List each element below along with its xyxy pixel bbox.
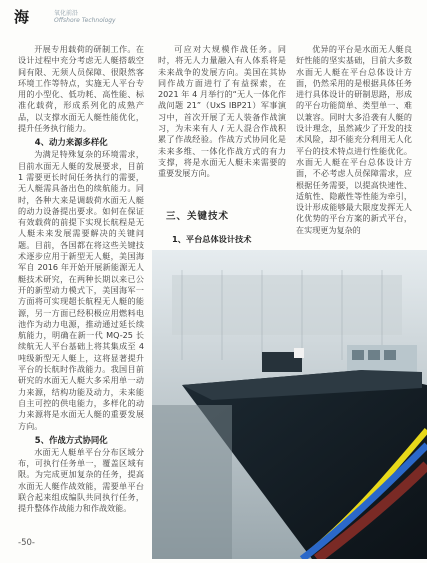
- subsection-title: 1、平台总体设计技术: [172, 234, 252, 244]
- text-column-left: [18, 44, 144, 515]
- section-title: 三、关键技术: [166, 211, 230, 222]
- magazine-logo: 海: [14, 8, 31, 26]
- text-column-middle: [158, 44, 286, 180]
- subheading-power: 4、动力来源多样化: [34, 137, 108, 148]
- page-number: -50-: [18, 538, 35, 548]
- paragraph: 优异的平台是水面无人艇良好性能的坚实基础，目前大多数水面无人艇在平台总体设计方面，仍然采用的是根据具体任务进行具体设计的研制思路，形成的平台功能简单、类型单一、难以兼容。同时大多沿袭有人艇的设计理念，虽然减少了开发的技术风险，却不能充分利用无人化平台的技术特点进行性能优化。水面无人艇在平台总体设计方面，不必考虑人员保障需求，应根据任务需要，以提高快速性、适航性、隐蔽性等性能为牵引，设计形成能够最大限度发挥无人化优势的平台方案的新式平台，在实现更为复杂的: [296, 44, 412, 235]
- section-label-cn: 氧化前沿: [54, 10, 79, 17]
- text-column-right: [296, 44, 412, 236]
- subheading-cooperation: 5、作战方式协同化: [34, 434, 108, 445]
- paragraph: 水面无人艇单平台分布区域分布，可执行任务单一，覆盖区域有限。为完成更加复杂的任务，提高水面无人艇作战效能，需要单平台联合起来组成编队共同执行任务，提升整体作战能力和作战效能。: [18, 446, 144, 514]
- paragraph: 开展专用载荷的研制工作。在设计过程中充分考虑无人艇搭载空间有限、无须人员保障、很限然客环境工作等特点，实施无人平台专用的小型化、低功耗、高性能、标准化载荷，形成系列化的成熟产品，以支撑水面无人艇性能优化，提升任务执行能力。: [18, 44, 144, 134]
- unmanned-boat-photo: [152, 250, 427, 559]
- boat-illustration: [152, 250, 427, 559]
- paragraph: 可应对大规模作战任务。同时，将无人力量融入有人体系将是未来战争的发展方向。美国在其协同作战方面进行了有益探索，在 2021 年 4 月举行的“无人一体化作战问题 21”（UxS IBP21）军事演习中，首次开展了无人装备作战演习，为未来有人 / 无人混合作战积累了作战经验。作战方式协同化是未来多维、一体化作战方式的有力支撑，将是水面无人艇未来需要的重要发展方向。: [158, 44, 286, 179]
- masthead: [14, 6, 134, 28]
- paragraph: 为满足特殊复杂的环境需求，目前水面无人艇的发展要求，目前 1 需要更长时间任务执行的需要，无人艇需具备出色的续航能力。同时，各种大来是调载荷水面无人艇的动力设备提出要求。如何在保证有效载荷的前提下实现长航程是无人艇未来发展需要解决的关键问题。目前，各国都在将这些关键技术逐步应用于新型无人艇，美国海军自 2016 年开始开展新能源无人艇技术研究，在两种长期以来已公开的新型动力模式下，美国海军一方面将可实现超长航程无人艇的能源，另一方面已经积极应用燃料电池作为动力电源，推动通过延长续航能力，明确在新一代 MQ-25 长续航无人平台基础上将其集成至 4 吨级新型无人艇上，这将显著提升平台的长航时作战能力。我国目前研究的水面无人艇大多采用单一动力来源，结构功能及动力，未来能自主可控的供电能力，多样化的动力来源将是水面无人艇的重要发展方向。: [18, 149, 144, 431]
- section-label-en: Offshore Technology: [54, 17, 116, 24]
